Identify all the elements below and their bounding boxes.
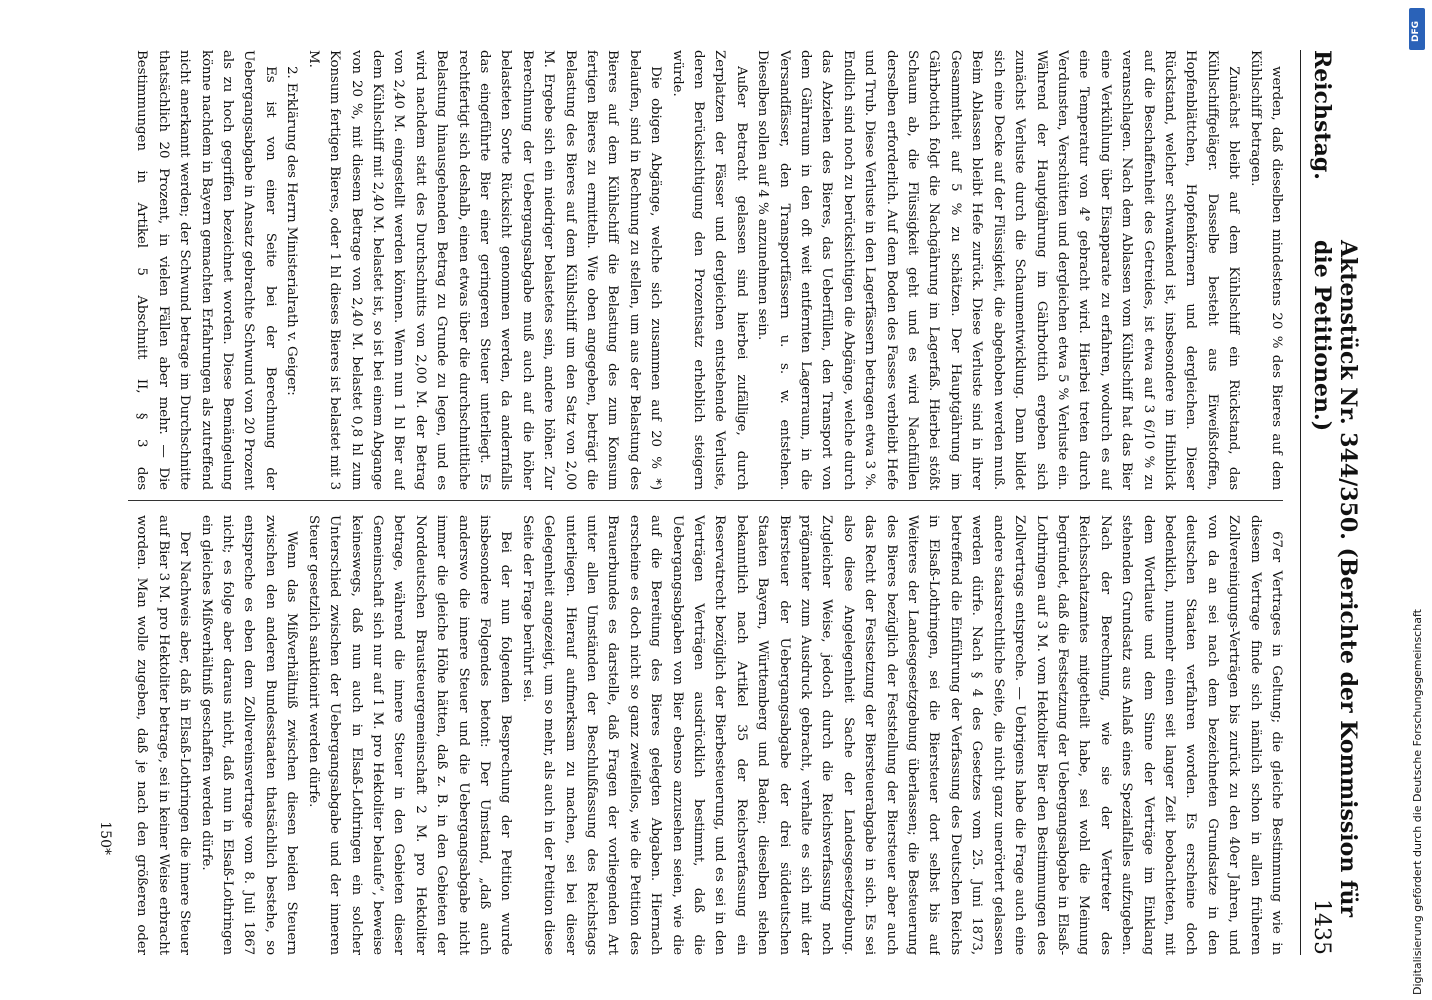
document-page <box>25 0 1375 1000</box>
left-column <box>127 50 1287 490</box>
left-column-paragraph: Außer Betracht gelassen sind hierbei zufällige, durch Zerplatzen der Fässer und dergleichen entstehende Verluste, deren Berücksichtigung den Prozentsatz erheblich steigern würde. <box>669 50 749 490</box>
page-number: 1435 <box>1309 899 1334 955</box>
column-divider <box>128 500 1283 501</box>
header-title: Aktenstück Nr. 344/350. (Berichte der Kommission für die Petitionen.) <box>1309 240 1361 918</box>
right-column-paragraph: 67er Vertrages in Geltung; die gleiche Bestimmung wie in diesem Vertrage finde sich nämlich schon in allen früheren Zollvereinigungs-Verträgen bis zurück zu den 40er Jahren, und von da an sei nach dem bezeichneten Grundsatze in den deutschen Staaten verfahren worden. Es erscheine doch bedenklich, nunmehr einen seit langer Zeit beobachteten, mit dem Wortlaute und dem Sinne der Verträge im Einklang stehenden Grundsatz aus Anlaß eines Spezialfalles aufzugeben. Nach der Berechnung, wie sie der Vertreter des Reichsschatzamtes mitgetheilt habe, sei wohl die Meinung begründet, daß die Festsetzung der Uebergangsabgabe in Elsaß-Lothringen auf 3 M. vom Hektoliter Bier den Bestimmungen des Zollvertrags entspreche. — Uebrigens habe die Frage auch eine andere staatsrechtliche Seite, die nicht ganz unerörtert gelassen werden dürfe. Nach § 4 des Gesetzes vom 25. Juni 1873, betreffend die Einführung der Verfassung des Deutschen Reichs in Elsaß-Lothringen, sei die Biersteuer dort selbst bis auf Weiteres der Landesgesetzgebung überlassen; die Besteuerung des Bieres bezüglich der Feststellung der Biersteuer aber auch das Recht der Festsetzung der Biersteuerabgabe in sich. Es sei also diese Angelegenheit Sache der Landesgesetzgebung. Zugleicher Weise, jedoch durch die Reichsverfassung noch prägnanter zum Ausdruck gebracht, verhalte es sich mit der Biersteuer der Uebergangsabgabe der drei süddeutschen Staaten Bayern, Württemberg und Baden; dieselben stehen bekanntlich nach Artikel 35 der Reichsverfassung ein Reservatrecht bezüglich der Bierbesteuerung, und es sei in den Verträgen Verträgen ausdrücklich bestimmt, daß die Uebergangsabgaben von Bier ebenso anzusehen seien, wie die auf die Bereitung des Bieres gelegten Abgaben. Hiernach erscheine es doch nicht so ganz zweifellos, wie die Petition des Brauerbundes es darstelle, daß Fragen der vorliegenden Art unter allen Umständen der Beschlußfassung des Reichstags unterliegen. Hierauf aufmerksam zu machen, sei bei dieser Gelegenheit angezeigt, um so mehr, als auch in der Petition diese Seite der Frage berührt sei. <box>519 515 1284 955</box>
dfg-logo-text: DFG <box>1411 20 1421 42</box>
left-column-paragraph: 2. Erklärung des Herrn Ministerialrath v. Geiger: <box>284 66 300 396</box>
right-column-paragraph: Der Nachweis aber, daß in Elsaß-Lothringen die innere Steuer auf Bier 3 M. pro Hektoliter betrage, sei in keiner Weise erbracht worden. Man wolle zugeben, daß je nach den größeren oder <box>134 515 193 955</box>
right-column-paragraph: Bei der nun folgenden Besprechung der Petition wurde insbesondere Folgendes betont: Der Umstand, „daß auch anderswo die innere Steuer und die Uebergangsabgabe nicht immer die gleiche Höhe hätten, daß z. B. in den Gebieten der Norddeutschen Brausteuergemeinschaft 2 M. pro Hektoliter betrage, während die innere Steuer in den Gebieten dieser Gemeinschaft sich nur auf 1 M. pro Hektoliter belaufe“, beweise keineswegs, daß nun auch in Elsaß-Lothringen ein solcher Unterschied zwischen der Uebergangsabgabe und der inneren Steuer gesetzlich sanktionirt werden dürfe. <box>305 515 514 955</box>
left-column-paragraph: werden, daß dieselben mindestens 20 % des Bieres auf dem Kühlschiff betragen. <box>1247 50 1284 490</box>
signature-mark: 150* <box>97 821 113 855</box>
dfg-logo-icon <box>1409 8 1425 50</box>
left-column-paragraph: Die obigen Abgänge, welche sich zusammen auf 20 % *) belaufen, sind in Rechnung zu stellen, um aus der Belastung des Bieres auf dem Kühlschiff die Belastung des zum Konsum fertigen Bieres zu ermitteln. Wie oben angegeben, beträgt die Belastung des Bieres auf dem Kühlschiff um den Satz von 2,00 M. Ergebe sich ein niedriger belastetes sein, andere höher. Zur Berechnung der Uebergangsabgabe muß auch auf die höher belasteten Sorte Rücksicht genommen werden, da andernfalls das eingeführte Bier einer geringeren Steuer unterliegt. Es rechtfertigt sich deshalb, einen etwas über die durchschnittliche Belastung hinausgehenden Betrag zu Grunde zu legen, und es wird nachdem statt des Durchschnitts von 2,00 M. der Betrag von 2,40 M. eingestellt werden können. Wenn nun 1 hl Bier auf dem Kühlschiff mit 2,40 M. belastet ist, so ist bei einem Abgange von 20 %, mit diesem Betrage von 2,40 M. belastet 0,8 hl zum Konsum fertigen Bieres, oder 1 hl dieses Bieres ist belastet mit 3 M. <box>305 50 664 490</box>
right-column <box>127 515 1287 955</box>
left-column-paragraph: Es ist von einer Seite bei der Berechnung der Uebergangsabgabe in Ansatz gebrachte Schwund von 20 Prozent als zu hoch gegriffen bezeichnet worden. Diese Bemängelung könne nachdem in Bayern gemachten Erfahrungen als zutreffend nicht anerkannt werden; der Schwund betrage im Durchschnitte thatsächlich 20 Prozent, in vielen Fällen aber mehr. — Die Bestimmungen in Artikel 5 Abschnitt II, § 3 des <box>134 50 278 490</box>
funding-note-text: Digitalisierung gefördert durch die Deutsche Forschungsgemeinschaft <box>1411 609 1424 995</box>
left-column-paragraph: Zunächst bleibt auf dem Kühlschiff ein Rückstand, das Kühlschiffgeläger. Dasselbe besteht aus Eiweißstoffen, Hopfenblättchen, Hopfenkörnern und dergleichen. Dieser Rückstand, welcher schwankend ist, insbesondere im Hinblick auf die Beschaffenheit des Getreides, ist etwa auf 3 6/10 % zu veranschlagen. Nach dem Ablassen vom Kühlschiff hat das Bier eine Verkühlung über Eisapparate zu erfahren, wodurch es auf eine Temperatur von 4° gebracht wird. Hierbei treten durch Verdunsten, Verschütten und dergleichen etwa 5 % Verluste ein. Während der Hauptgährung im Gährbottich ergeben sich zunächst Verluste durch die Schaumentwicklung. Dann bildet sich eine Decke auf der Flüssigkeit, die abgehoben werden muß. Beim Ablassen bleibt Hefe zurück. Diese Verluste sind in ihrer Gesammtheit auf 5 % zu schätzen. Der Hauptgährung im Gährbottich folgt die Nachgährung im Lagerfaß. Hierbei stößt Schaum ab, die Flüssigkeit geht und es wird Nachfüllen derselben erforderlich. Auf dem Boden des Fasses verbleibt Hefe und Trub. Diese Verluste in den Lagerfässern betragen etwa 3 %. Endlich sind noch zu berücksichtigen die Abgänge, welche durch das Abziehen des Bieres, das Ueberfüllen, den Transport von dem Gährraum in den oft weit entfernten Lagerraum, in die Versandfässer, den Transportfässern u. s. w. entstehen. Dieselben sollen auf 4 % anzunehmen sein. <box>755 50 1242 490</box>
funding-note <box>1407 0 1432 1000</box>
right-column-paragraph: Wenn das Mißverhältniß zwischen diesen beiden Steuern zwischen den anderen Bundesstaaten thatsächlich bestehe, so entspreche es eben dem Zollvereinsvertrage vom 8. Juli 1867 nicht; es folge aber daraus nicht, daß nun in Elsaß-Lothringen ein gleiches Mißverhältniß geschaffen werden dürfe. <box>198 515 300 955</box>
header-chamber: Reichstag. <box>1309 50 1335 180</box>
page-header <box>1300 50 1361 955</box>
